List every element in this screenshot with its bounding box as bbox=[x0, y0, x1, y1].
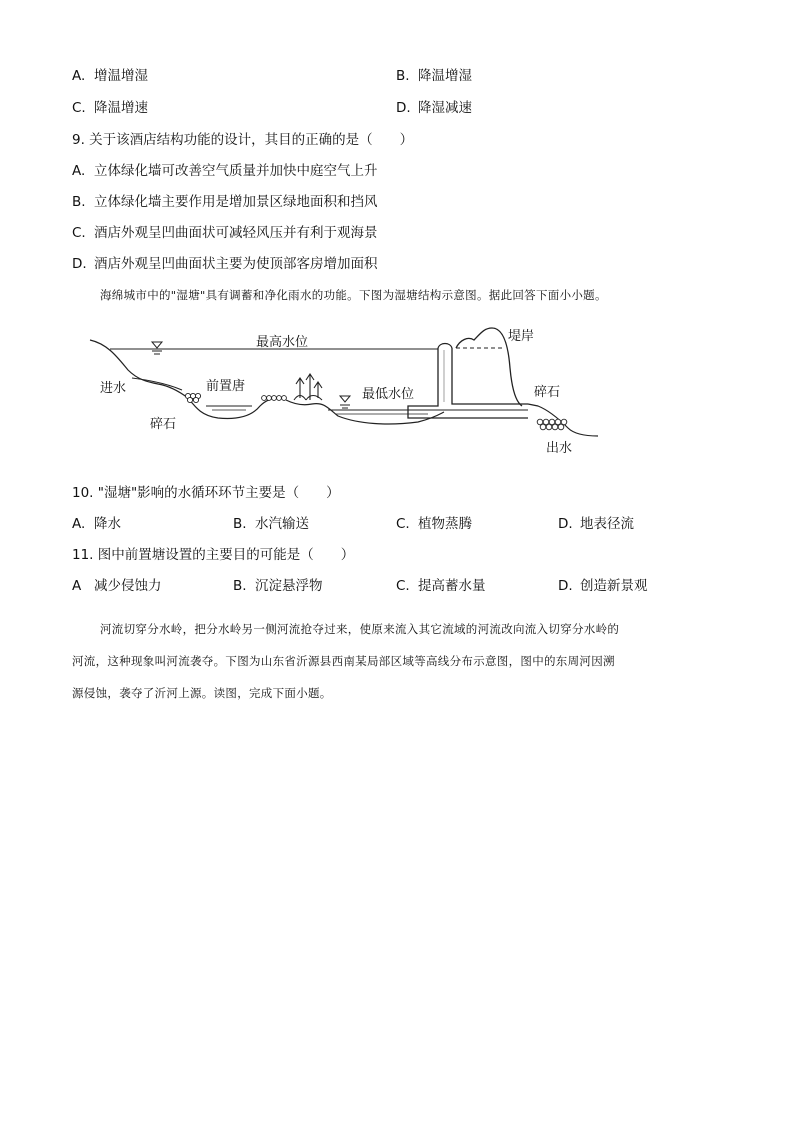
q11-option-a bbox=[72, 577, 162, 595]
option-letter: A. bbox=[72, 516, 86, 532]
wet-pond-diagram bbox=[88, 318, 598, 460]
label-gravel-right: 碎石 bbox=[534, 385, 561, 400]
gravel-right-cluster bbox=[537, 419, 567, 430]
option-letter: B. bbox=[396, 68, 410, 84]
option-text: 增温增湿 bbox=[94, 68, 148, 84]
q9-option-c bbox=[72, 224, 378, 242]
q8-option-d bbox=[396, 99, 472, 117]
option-letter: B. bbox=[233, 578, 247, 594]
q11-option-b bbox=[233, 577, 323, 595]
q9-option-a bbox=[72, 162, 378, 180]
q10-stem: 10. "湿塘"影响的水循环环节主要是（ ） bbox=[72, 485, 340, 501]
front-pond-basin bbox=[188, 398, 278, 419]
option-letter: D. bbox=[558, 578, 573, 594]
gravel-middle-cluster bbox=[262, 396, 287, 401]
label-gravel-left: 碎石 bbox=[150, 417, 177, 432]
passage-river-capture-line-1: 河流切穿分水岭，把分水岭另一侧河流抢夺过来，使原来流入其它流域的河流改向流入切穿分水岭的 bbox=[100, 622, 620, 636]
option-letter: D. bbox=[72, 256, 87, 272]
option-letter: B. bbox=[72, 194, 86, 210]
q9-option-b bbox=[72, 193, 378, 211]
option-text: 立体绿化墙可改善空气质量并加快中庭空气上升 bbox=[94, 163, 378, 179]
option-text: 沉淀悬浮物 bbox=[255, 578, 323, 594]
option-letter: C. bbox=[396, 578, 410, 594]
label-max-water-level: 最高水位 bbox=[256, 335, 309, 350]
q9-option-d bbox=[72, 255, 378, 273]
water-level-symbol-top bbox=[152, 342, 162, 354]
main-pond-basin bbox=[286, 400, 444, 424]
q11-option-c bbox=[396, 577, 486, 595]
option-text: 降湿减速 bbox=[418, 100, 472, 116]
option-text: 地表径流 bbox=[580, 516, 634, 532]
option-text: 立体绿化墙主要作用是增加景区绿地面积和挡风 bbox=[94, 194, 378, 210]
outlet-pipe-outline bbox=[408, 348, 528, 418]
q8-option-c bbox=[72, 99, 148, 117]
label-embankment: 堤岸 bbox=[508, 329, 535, 344]
label-front-pond: 前置唐 bbox=[206, 379, 246, 394]
option-text: 植物蒸腾 bbox=[418, 516, 472, 532]
option-letter: A. bbox=[72, 163, 86, 179]
option-letter: C. bbox=[72, 100, 86, 116]
wetland-plants bbox=[294, 374, 322, 400]
label-outlet: 出水 bbox=[546, 441, 573, 456]
option-letter: C. bbox=[72, 225, 86, 241]
passage-wet-pond-intro: 海绵城市中的"湿塘"具有调蓄和净化雨水的功能。下图为湿塘结构示意图。据此回答下面小小题。 bbox=[100, 288, 607, 302]
option-letter: B. bbox=[233, 516, 247, 532]
q10-option-c bbox=[396, 515, 472, 533]
q8-option-b bbox=[396, 67, 472, 85]
option-letter: C. bbox=[396, 516, 410, 532]
option-text: 酒店外观呈凹曲面状主要为使顶部客房增加面积 bbox=[94, 256, 378, 272]
label-min-water-level: 最低水位 bbox=[362, 387, 415, 402]
gravel-left-cluster bbox=[185, 393, 200, 402]
outlet-pipe-inner bbox=[452, 348, 528, 404]
option-letter: D. bbox=[396, 100, 411, 116]
q11-option-d bbox=[558, 577, 648, 595]
passage-river-capture-line-2: 河流，这种现象叫河流袭夺。下图为山东省沂源县西南某局部区域等高线分布示意图，图中的东周河因溯 bbox=[72, 654, 615, 668]
option-text: 减少侵蚀力 bbox=[94, 578, 162, 594]
water-level-symbol-bottom bbox=[340, 396, 350, 408]
option-letter: A. bbox=[72, 68, 86, 84]
option-text: 降温增湿 bbox=[418, 68, 472, 84]
option-letter: A bbox=[72, 578, 82, 594]
option-text: 酒店外观呈凹曲面状可减轻风压并有利于观海景 bbox=[94, 225, 378, 241]
q8-option-a bbox=[72, 67, 148, 85]
option-text: 创造新景观 bbox=[580, 578, 648, 594]
q10-option-d bbox=[558, 515, 634, 533]
q9-stem: 9. 关于该酒店结构功能的设计，其目的正确的是（ ） bbox=[72, 132, 414, 148]
q10-option-a bbox=[72, 515, 121, 533]
passage-river-capture-line-3: 源侵蚀，袭夺了沂河上源。读图，完成下面小题。 bbox=[72, 686, 332, 700]
option-text: 降温增速 bbox=[94, 100, 148, 116]
option-text: 提高蓄水量 bbox=[418, 578, 486, 594]
option-letter: D. bbox=[558, 516, 573, 532]
option-text: 水汽输送 bbox=[255, 516, 309, 532]
option-text: 降水 bbox=[94, 516, 121, 532]
outlet-top-cap bbox=[438, 344, 452, 349]
q11-stem: 11. 图中前置塘设置的主要目的可能是（ ） bbox=[72, 547, 355, 563]
q10-option-b bbox=[233, 515, 309, 533]
label-inlet: 进水 bbox=[100, 381, 127, 396]
